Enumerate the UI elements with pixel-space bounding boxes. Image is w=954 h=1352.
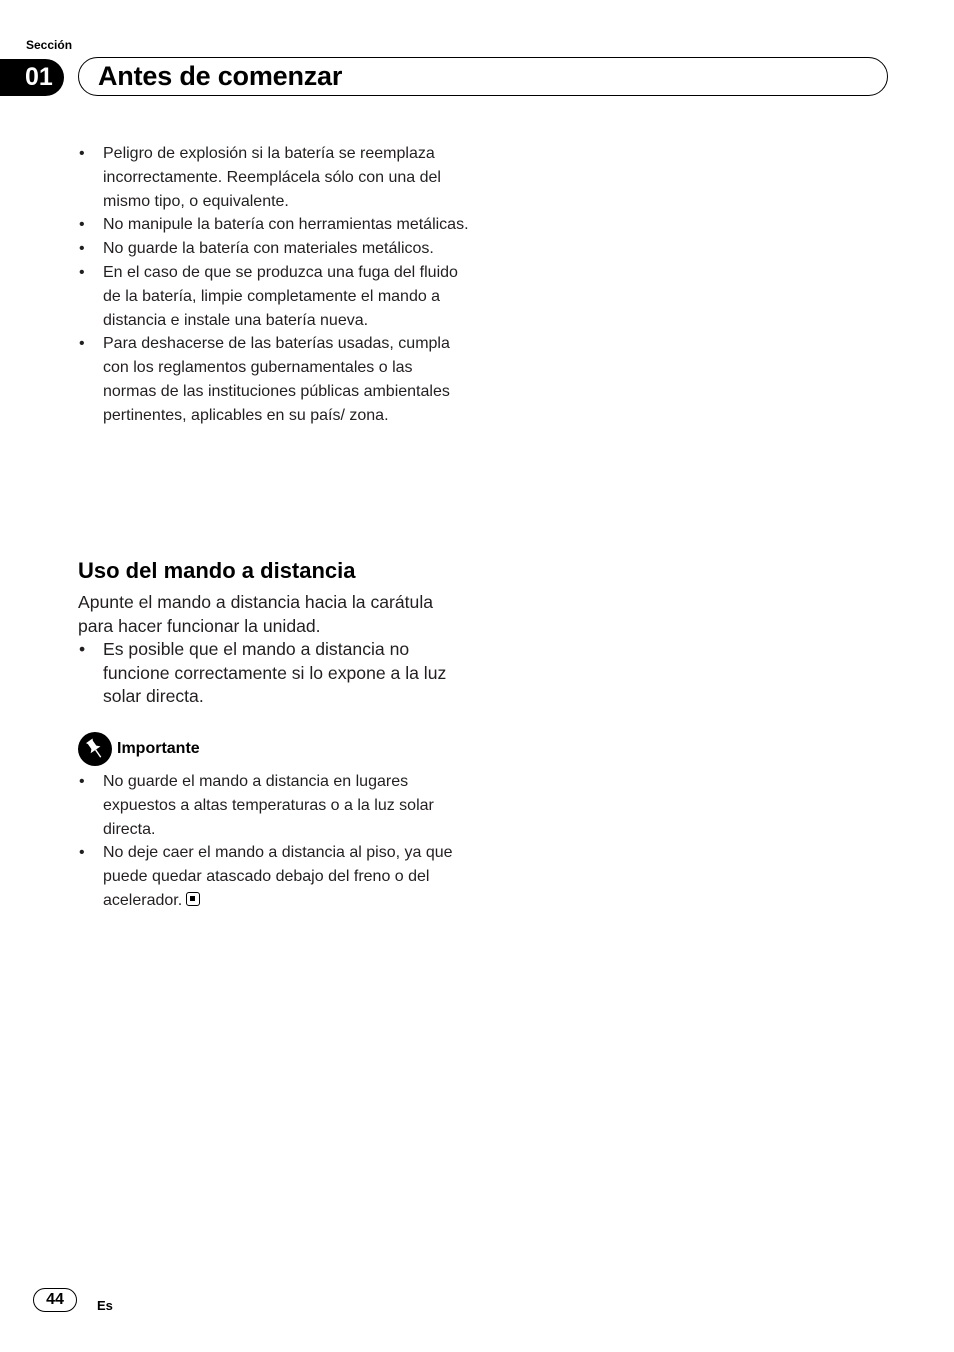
end-mark-icon — [186, 892, 200, 906]
remote-usage-block — [78, 591, 470, 709]
list-item-text: No deje caer el mando a distancia al piso, ya que puede quedar atascado debajo del freno o del acelerador. — [103, 844, 453, 909]
intro-paragraph: Apunte el mando a distancia hacia la carátula para hacer funcionar la unidad. — [78, 592, 434, 636]
list-item: • Es posible que el mando a distancia no funcione correctamente si lo expone a la luz solar directa. — [78, 638, 470, 709]
language-code: Es — [97, 1298, 113, 1313]
section-number: 01 — [0, 59, 64, 96]
list-item: • No manipule la batería con herramientas metálicas. — [78, 213, 470, 237]
section-label: Sección — [26, 38, 73, 52]
battery-warnings — [78, 142, 470, 428]
list-item: • No guarde la batería con materiales metálicos. — [78, 237, 470, 261]
pushpin-icon — [78, 732, 112, 766]
important-heading — [78, 732, 200, 766]
list-item — [78, 841, 470, 912]
important-label: Importante — [117, 740, 200, 757]
list-item: • En el caso de que se produzca una fuga del fluido de la batería, limpie completamente el mando a distancia e instale una batería nueva. — [78, 261, 470, 332]
chapter-title: Antes de comenzar — [98, 61, 343, 91]
list-item: • No guarde el mando a distancia en lugares expuestos a altas temperaturas o a la luz solar directa. — [78, 770, 470, 841]
page-number: 44 — [33, 1288, 77, 1312]
section-heading: Uso del mando a distancia — [78, 558, 356, 583]
important-list — [78, 770, 470, 913]
list-item: • Para deshacerse de las baterías usadas, cumpla con los reglamentos gubernamentales o las normas de las instituciones públicas ambientales pertinentes, aplicables en su país/ zona. — [78, 332, 470, 427]
chapter-header — [78, 57, 888, 96]
list-item: • Peligro de explosión si la batería se reemplaza incorrectamente. Reemplácela sólo con una del mismo tipo, o equivalente. — [78, 142, 470, 213]
